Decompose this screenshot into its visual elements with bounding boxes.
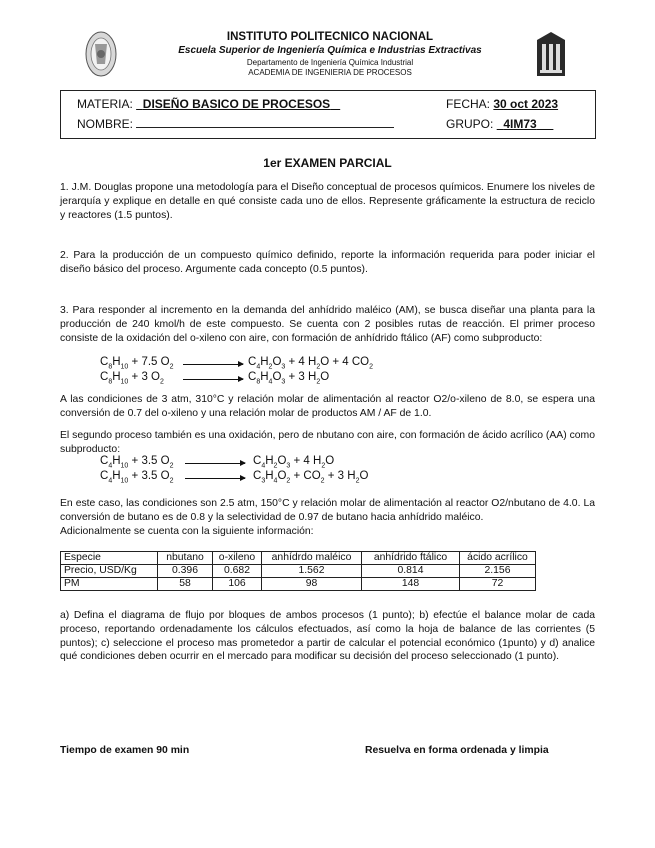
header-cell: Especie [61, 552, 158, 565]
institution-name: INSTITUTO POLITECNICO NACIONAL [226, 31, 434, 43]
reaction-4-products: $C_3H_4O_2 + CO_2 + 3$ $H_2O$ [253, 470, 369, 485]
academy-name: ACADEMIA DE INGENIERIA DE PROCESOS [248, 68, 412, 77]
table-cell: 2.156 [460, 565, 536, 578]
reaction-2-reactants: $C_8H_{10} + 3$ $O_2$ [100, 371, 164, 386]
chemical-formula: $C_4H_{10}$ [100, 470, 129, 485]
reaction-2-products: $C_8H_4O_3 + 3$ $H_2O$ [248, 371, 330, 386]
table-row [61, 578, 536, 591]
header-cell: o-xileno [213, 552, 262, 565]
reaction-3-arrow-icon [185, 463, 245, 464]
chemical-formula: $H_2O$ [313, 455, 335, 470]
materia-value: DISEÑO BASICO DE PROCESOS [142, 97, 331, 111]
chemical-formula: $O_2$ [160, 470, 174, 485]
exam-duration: Tiempo de examen 90 min [60, 745, 190, 756]
chemical-formula: $CO_2$ [303, 470, 325, 485]
exam-instructions: Resuelva en forma ordenada y limpia [365, 745, 549, 756]
chemical-formula: $C_8H_{10}$ [100, 371, 129, 386]
header-cell: nbutano [158, 552, 213, 565]
reaction-4-reactants: $C_4H_{10} + 3.5$ $O_2$ [100, 470, 174, 485]
table-cell: PM [61, 578, 158, 591]
reaction-4-arrow-icon [185, 478, 245, 479]
grupo-value: 4IM73 [503, 117, 537, 131]
table-cell: 0.814 [362, 565, 460, 578]
table-cell: 148 [362, 578, 460, 591]
table-row [61, 565, 536, 578]
chemical-formula: $C_4H_2O_3$ [248, 356, 286, 371]
chemical-formula: $O_2$ [160, 356, 174, 371]
chemical-formula: $H_2O$ [308, 356, 330, 371]
exam-info-box [60, 90, 596, 139]
exam-title: 1er EXAMEN PARCIAL [263, 156, 392, 170]
table-cell: 98 [262, 578, 362, 591]
chemical-formula: $C_4H_2O_3$ [253, 455, 291, 470]
question-3: 3. Para responder al incremento en la demanda del anhídrido maléico (AM), se busca diseñar una planta para la producción de 240 kmol/h de este compuesto. Se cuenta con 2 posibles rutas de reacción. El primer proceso consiste de la oxidación del o-xileno con aire, con formación de anhídrido ftálico (AF) como subproducto: [60, 305, 595, 344]
ipn-emblem-icon [84, 30, 118, 78]
additional-info-text: Adicionalmente se cuenta con la siguiente información: [60, 525, 314, 537]
fecha-label: FECHA: [446, 97, 491, 111]
reaction-2-arrow-icon [183, 379, 243, 380]
materia-label: MATERIA: [77, 97, 133, 111]
chemical-formula: $O_2$ [151, 371, 164, 386]
question-3-second-process: El segundo proceso también es una oxidación, pero de nbutano con aire, con formación de ácido acrílico (AA) como subproducto: [60, 430, 595, 455]
chemical-formula: $C_4H_{10}$ [100, 455, 129, 470]
chemical-formula: $O_2$ [160, 455, 174, 470]
question-3-tasks: a) Defina el diagrama de flujo por bloques de ambos procesos (1 punto); b) efectúe el balance molar de cada proceso, reportando ordenadamente los cálculos efectuados, así como la hoja de balance de las corrientes (5 puntos); c) seleccione el proceso mas prometedor a partir de calcular el potencial económico (1punto) y d) analice qué condiciones deben ocurrir en el mercado para modificar su decisión del proceso seleccionado (1 punto). [60, 610, 595, 663]
second-conditions-text: En este caso, las condiciones son 2.5 atm, 150°C y relación molar de alimentación al reactor O2/nbutano de 4.0. La conversión de butano es de 0.8 y la selectividad de 0.97 de butano hacia anhídrido maléico. [60, 498, 595, 523]
question-2: 2. Para la producción de un compuesto químico definido, reporte la información requerida para poder iniciar el diseño básico del proceso. Argumente cada concepto (0.5 puntos). [60, 250, 595, 275]
chemical-formula: $C_8H_4O_3$ [248, 371, 286, 386]
table-header-row [61, 552, 536, 565]
table-cell: Precio, USD/Kg [61, 565, 158, 578]
chemical-formula: $C_8H_{10}$ [100, 356, 129, 371]
table-cell: 1.562 [262, 565, 362, 578]
table-cell: 72 [460, 578, 536, 591]
reaction-3-products: $C_4H_2O_3 + 4$ $H_2O$ [253, 455, 335, 470]
nombre-label: NOMBRE: [77, 117, 134, 131]
nombre-field[interactable] [77, 117, 394, 131]
nombre-blank-line[interactable] [136, 117, 394, 128]
reaction-1-arrow-icon [183, 364, 243, 365]
fecha-value: 30 oct 2023 [493, 97, 559, 111]
fecha-field [446, 97, 558, 111]
question-3-second-conditions [60, 497, 595, 538]
header-cell: anhídrdo maléico [262, 552, 362, 565]
chemical-formula: $CO_2$ [351, 356, 374, 371]
table-cell: 106 [213, 578, 262, 591]
header-cell: ácido acrílico [460, 552, 536, 565]
question-1: 1. J.M. Douglas propone una metodología para el Diseño conceptual de procesos químicos. Enumere los niveles de jerarquía y explique en detalle en qué consiste cada uno de ellos. Represente gráficamente la estructura de reciclo y reactores (1.5 puntos). [60, 182, 595, 221]
grupo-field [446, 117, 553, 131]
table-cell: 0.682 [213, 565, 262, 578]
department-name: Departamento de Ingeniería Química Industrial [246, 58, 414, 67]
materia-field [77, 97, 340, 111]
reaction-3-reactants: $C_4H_{10} + 3.5$ $O_2$ [100, 455, 174, 470]
chemical-formula: $H_2O$ [308, 371, 330, 386]
table-cell: 0.396 [158, 565, 213, 578]
table-cell: 58 [158, 578, 213, 591]
question-3-conditions: A las condiciones de 3 atm, 310°C y relación molar de alimentación al reactor O2/o-xileno de 8.0, se espera una conversión de 0.7 del o-xileno y una relación molar de productos AM / AF de 1.0. [60, 394, 595, 419]
esiqie-emblem-icon [534, 30, 568, 78]
grupo-label: GRUPO: [446, 117, 494, 131]
school-name: Escuela Superior de Ingeniería Química e Industrias Extractivas [178, 45, 482, 56]
reaction-1-reactants: $C_8H_{10} + 7.5$ $O_2$ [100, 356, 174, 371]
reaction-1-products: $C_4H_2O_3 + 4$ $H_2O + 4$ $CO_2$ [248, 356, 374, 371]
chemical-formula: $H_2O$ [347, 470, 369, 485]
species-data-table [60, 551, 536, 591]
chemical-formula: $C_3H_4O_2$ [253, 470, 291, 485]
header-cell: anhídrido ftálico [362, 552, 460, 565]
